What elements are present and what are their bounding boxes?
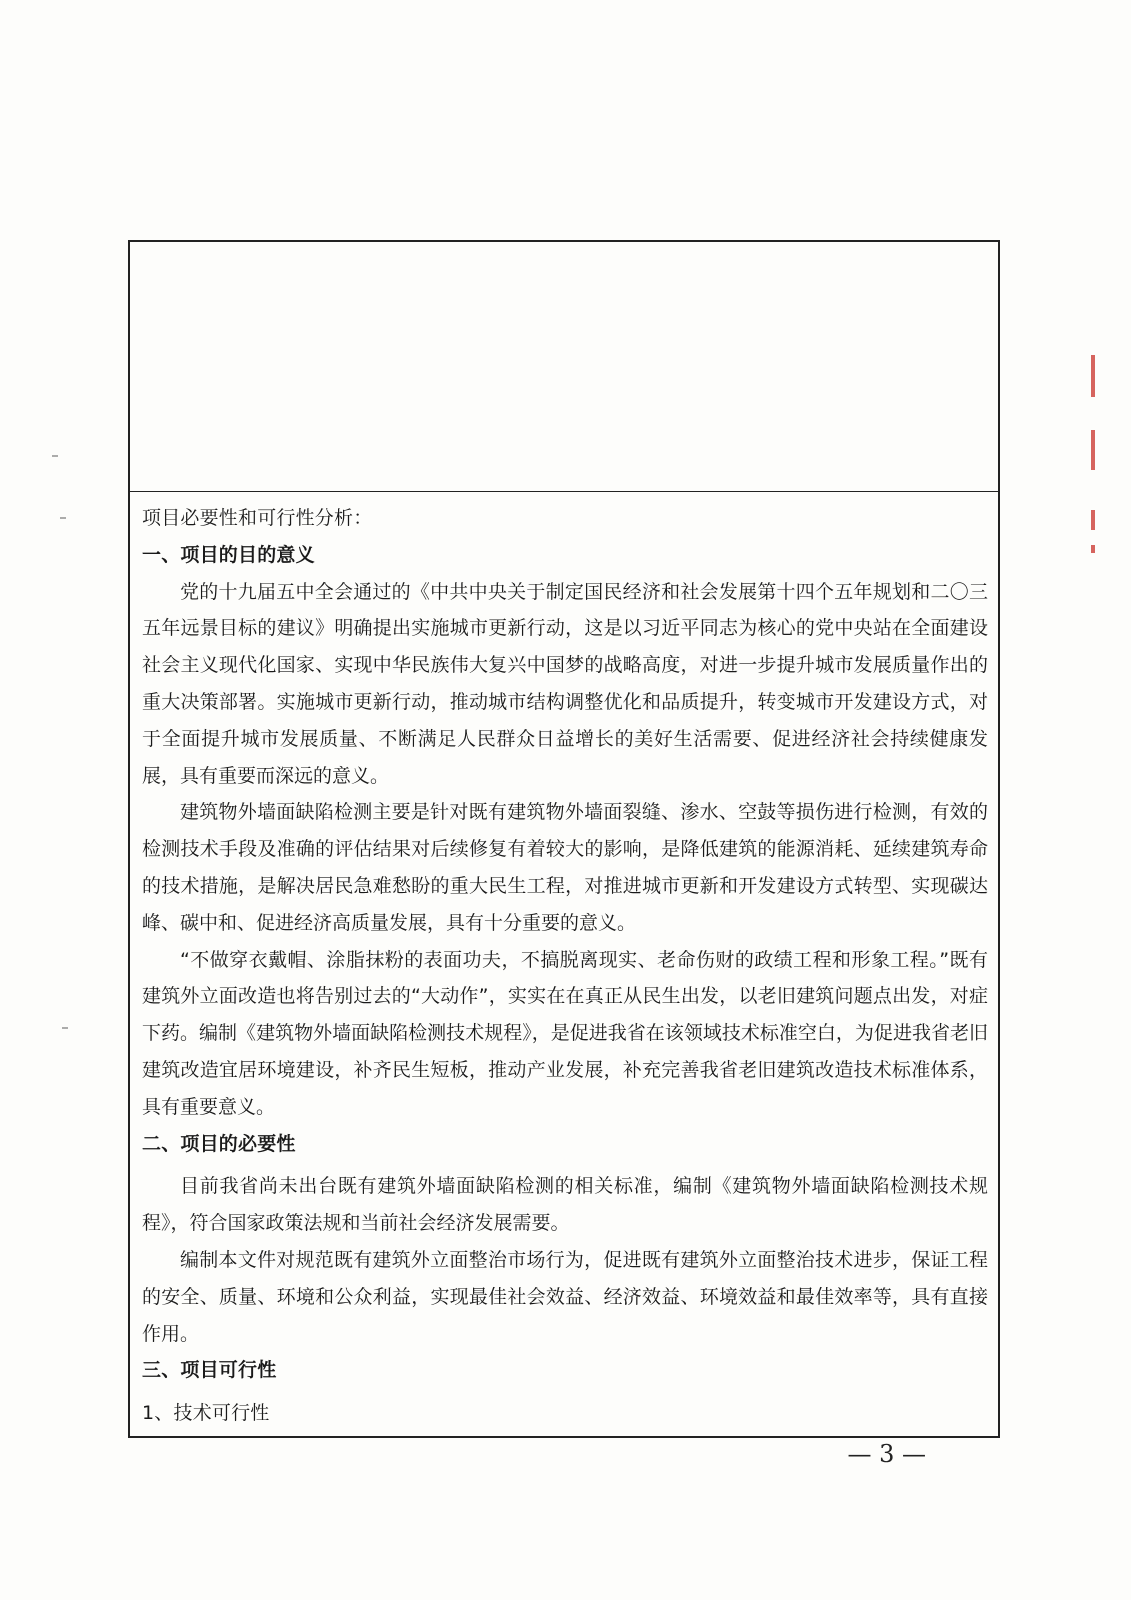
scan-speck [60, 517, 66, 519]
paragraph-necessity-1: 目前我省尚未出台既有建筑外墙面缺陷检测的相关标准，编制《建筑物外墙面缺陷检测技术规程》，符合国家政策法规和当前社会经济发展需要。 [142, 1175, 988, 1235]
page-number: — 3 — [847, 1440, 926, 1468]
paragraph-purpose-2: 建筑物外墙面缺陷检测主要是针对既有建筑物外墙面裂缝、渗水、空鼓等损伤进行检测，有效的检测技术手段及准确的评估结果对后续修复有着较大的影响，是降低建筑的能源消耗、延续建筑寿命的技术措施，是解决居民急难愁盼的重大民生工程，对推进城市更新和开发建设方式转型、实现碳达峰、碳中和、促进经济高质量发展，具有十分重要的意义。 [142, 801, 988, 934]
section-label: 项目必要性和可行性分析： [142, 507, 373, 529]
paragraph-necessity-2: 编制本文件对规范既有建筑外立面整治市场行为，促进既有建筑外立面整治技术进步，保证工程的安全、质量、环境和公众利益，实现最佳社会效益、经济效益、环境效益和最佳效率等，具有直接作用。 [142, 1248, 988, 1345]
seal-edge-mark [1091, 545, 1095, 553]
scan-speck [62, 1027, 68, 1029]
seal-edge-mark [1091, 355, 1095, 397]
subheading-technical-feasibility: 1、技术可行性 [142, 1402, 270, 1425]
paragraph-purpose-3: “不做穿衣戴帽、涂脂抹粉的表面功夫，不搞脱离现实、老命伤财的政绩工程和形象工程。”既有建筑外立面改造也将告别过去的“大动作”，实实在在真正从民生出发，以老旧建筑问题点出发，对症下药。编制《建筑物外墙面缺陷检测技术规程》，是促进我省在该领域技术标准空白，为促进我省老旧建筑改造宜居环境建设，补齐民生短板，推动产业发展，补充完善我省老旧建筑改造技术标准体系，具有重要意义。 [142, 948, 988, 1118]
heading-feasibility: 三、项目可行性 [142, 1359, 277, 1382]
paragraph-purpose-1: 党的十九届五中全会通过的《中共中央关于制定国民经济和社会发展第十四个五年规划和二〇三五年远景目标的建议》明确提出实施城市更新行动，这是以习近平同志为核心的党中央站在全面建设社会主义现代化国家、实现中华民族伟大复兴中国梦的战略高度，对进一步提升城市发展质量作出的重大决策部署。实施城市更新行动，推动城市结构调整优化和品质提升，转变城市开发建设方式，对于全面提升城市发展质量、不断满足人民群众日益增长的美好生活需要、促进经济社会持续健康发展，具有重要而深远的意义。 [142, 580, 988, 787]
analysis-cell [130, 492, 998, 1436]
form-table [128, 240, 1000, 1438]
seal-edge-mark [1091, 430, 1095, 470]
seal-edge-mark [1091, 510, 1095, 530]
heading-necessity: 二、项目的必要性 [142, 1132, 296, 1155]
heading-purpose: 一、项目的目的意义 [142, 543, 315, 566]
scan-speck [52, 455, 58, 457]
blank-upper-cell [130, 242, 998, 492]
